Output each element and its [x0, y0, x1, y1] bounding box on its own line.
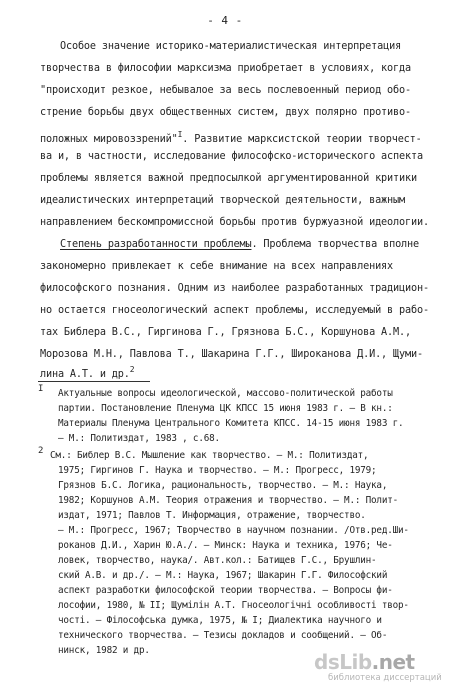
footnote-ref-2: 2 — [129, 365, 135, 374]
footnote-line: издат, 1971; Павлов Т. Информация, отражение, творчество. — [58, 510, 366, 521]
sentence-continuation: . Проблема творчества вполне — [251, 239, 420, 250]
footnote-line: лософии, 1980, № II; Щумілін А.Т. Гносеологічні особливості твор- — [58, 600, 409, 611]
footnote-line: чості. – Філософська думка, 1975, № I; Диалектика научного и — [58, 615, 382, 626]
watermark-logo — [314, 650, 415, 674]
text-line: направлением бескомпромиссной борьбы против буржуазной идеологии. — [40, 217, 429, 228]
footnote-line: ский А.В. и др./. – М.: Наука, 1967; Шакарин Г.Г. Философский — [58, 570, 388, 581]
footnote-line: ловек, творчество, наука/. Авт.кол.: Батищев Г.С., Брушлин- — [58, 555, 377, 566]
text-line — [60, 239, 419, 251]
footnote-mark: I — [38, 384, 44, 394]
text-line: Особое значение историко-материалистическая интерпретация — [60, 41, 402, 52]
footnote-line: аспект разработки философской теории творчества. – Вопросы фи- — [58, 585, 393, 596]
footnote-line: См.: Библер В.С. Мышление как творчество. – М.: Политиздат, — [50, 450, 369, 461]
text-line: стрение борьбы двух общественных систем, двух полярно противо- — [40, 107, 411, 118]
footnote-line: 1982; Коршунов А.М. Теория отражения и творчество. – М.: Полит- — [58, 495, 399, 506]
footnote-line: – М.: Прогресс, 1967; Творчество в научном познании. /Отв.ред.Ши- — [58, 525, 409, 536]
footnote-line: – М.: Политиздат, 1983 , с.68. — [58, 433, 220, 444]
footnote-line: Грязнов Б.С. Логика, рациональность, творчество. – М.: Наука, — [58, 480, 388, 491]
text-line: творчества в философии марксизма приобретает в условиях, когда — [40, 63, 411, 74]
page-number: - 4 - — [207, 14, 243, 27]
text-line: Морозова М.Н., Павлова Т., Шакарина Г.Г., Широканова Д.И., Щуми- — [40, 349, 423, 360]
sentence-end: лина А.Т. и др. — [40, 369, 130, 380]
footnote-line: Актуальные вопросы идеологической, массово-политической работы — [58, 388, 393, 399]
footnote-ref-1: I — [177, 130, 183, 139]
footnote-line: 1975; Гиргинов Г. Наука и творчество. – М.: Прогресс, 1979; — [58, 465, 377, 476]
text-line — [40, 364, 134, 381]
text-line: тах Библера В.С., Гиргинова Г., Грязнова Б.С., Коршунова А.М., — [40, 327, 411, 338]
footnote-line: нинск, 1982 и др. — [58, 645, 150, 656]
footnote-line: Материалы Пленума Центрального Комитета КПСС. 14-15 июня 1983 г. — [58, 418, 404, 429]
text-line — [40, 129, 422, 146]
watermark-logo-tld: .net — [371, 650, 415, 674]
text-line: философского познания. Одним из наиболее разработанных традицион- — [40, 283, 429, 294]
footnote-separator — [38, 381, 150, 382]
text-line: закономерно привлекает к себе внимание на всех направлениях — [40, 261, 394, 272]
text-line: идеалистических интерпретаций творческой деятельности, важным — [40, 195, 405, 206]
section-heading-underlined: Степень разработанности проблемы — [60, 239, 252, 250]
watermark-subtitle: библиотека диссертаций — [328, 673, 442, 683]
text-line: но остается гносеологический аспект проблемы, исследуемый в рабо- — [40, 305, 429, 316]
footnote-line: технического творчества. – Тезисы докладов и сообщений. – Об- — [58, 630, 388, 641]
quote-end: положных мировоззрений" — [40, 134, 178, 145]
sentence-continuation: . Развитие марксистской теории творчест- — [182, 134, 422, 145]
footnote-line: партии. Постановление Пленума ЦК КПСС 15 июня 1983 г. – В кн.: — [58, 403, 393, 414]
footnote-mark: 2 — [38, 446, 44, 456]
text-line: "происходит резкое, небывалое за весь послевоенный период обо- — [40, 85, 411, 96]
text-line: проблемы является важной предпосылкой аргументированной критики — [40, 173, 417, 184]
watermark — [314, 648, 442, 684]
footnote-line: роканов Д.И., Харин Ю.А./. – Минск: Наука и техника, 1976; Че- — [58, 540, 393, 551]
watermark-logo-main: dsLib — [314, 650, 372, 674]
text-line: ва и, в частности, исследование философско-исторического аспекта — [40, 151, 423, 162]
